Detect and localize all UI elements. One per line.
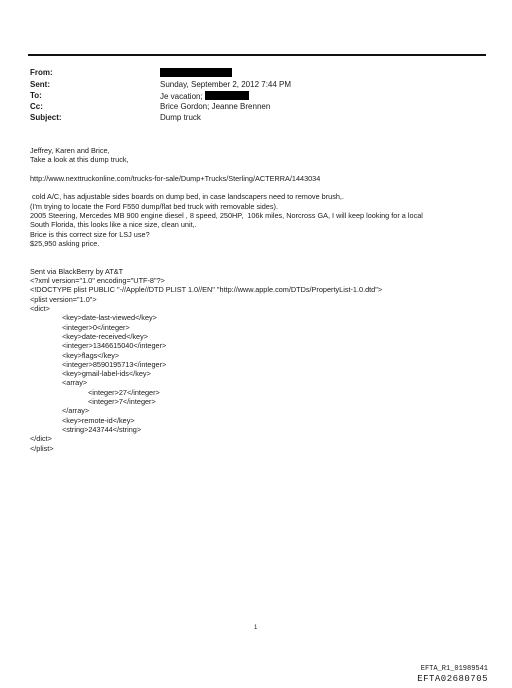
body-line-3: 2005 Steering, Mercedes MB 900 engine diesel , 8 speed, 250HP, 106k miles, Norcross GA, I will keep looking for a local [30, 211, 423, 221]
plist-line: <integer>27</integer> [88, 387, 160, 397]
plist-line: </array> [62, 406, 90, 416]
cc-label: Cc: [30, 102, 43, 111]
redaction-box [160, 68, 232, 77]
bates-stamp-large: EFTA02680705 [417, 674, 488, 684]
plist-line: <string>243744</string> [62, 424, 142, 434]
bates-stamp-small: EFTA_R1_01989541 [420, 665, 488, 673]
body-line-4: South Florida, this looks like a nice size, clean unit,. [30, 220, 197, 230]
plist-line: <array> [62, 378, 88, 388]
plist-line: <plist version="1.0"> [30, 294, 97, 304]
plist-line: <integer>0</integer> [62, 322, 130, 332]
subject-value: Dump truck [160, 113, 201, 122]
body-line-6: $25,950 asking price. [30, 238, 100, 248]
greeting: Jeffrey, Karen and Brice, [30, 146, 110, 155]
header-rule [28, 54, 486, 56]
plist-line: </dict> [30, 434, 52, 444]
plist-line: <?xml version="1.0" encoding="UTF-8"?> [30, 276, 165, 286]
signature: Sent via BlackBerry by AT&T [30, 266, 124, 276]
plist-line: <key>flags</key> [62, 350, 120, 360]
cc-value: Brice Gordon; Jeanne Brennen [160, 102, 271, 111]
truck-link[interactable]: http://www.nexttruckonline.com/trucks-for-sale/Dump+Trucks/Sterling/ACTERRA/1443034 [30, 173, 321, 183]
plist-block [30, 276, 490, 453]
plist-line: <integer>1346615040</integer> [62, 341, 167, 351]
redaction-box [205, 91, 249, 100]
page-number: 1 [254, 625, 258, 631]
sent-label: Sent: [30, 80, 50, 89]
plist-line: <key>remote-id</key> [62, 415, 135, 425]
from-value [160, 68, 232, 80]
to-label: To: [30, 91, 42, 100]
intro-line: Take a look at this dump truck, [30, 155, 129, 165]
plist-line: <!DOCTYPE plist PUBLIC "-//Apple//DTD PLIST 1.0//EN" "http://www.apple.com/DTDs/PropertyList-1.0.dtd"> [30, 285, 383, 295]
subject-label: Subject: [30, 113, 62, 122]
sent-value: Sunday, September 2, 2012 7:44 PM [160, 80, 292, 89]
email-body [30, 146, 490, 453]
body-line-2: (I'm trying to locate the Ford F550 dump/flat bed truck with removable sides). [30, 201, 278, 211]
to-text: Je vacation; [160, 92, 203, 101]
body-line-1: cold A/C, has adjustable sides boards on dump bed, in case landscapers need to remove brush,. [30, 192, 344, 202]
plist-line: <key>date-last-viewed</key> [62, 313, 157, 323]
plist-line: <key>date-received</key> [62, 331, 148, 341]
body-line-5: Brice is this correct size for LSJ use? [30, 229, 150, 239]
to-value [160, 91, 249, 103]
plist-line: <integer>8590195713</integer> [62, 359, 167, 369]
from-label: From: [30, 68, 53, 77]
plist-line: <key>gmail-label-ids</key> [62, 369, 151, 379]
plist-line: <dict> [30, 304, 50, 314]
plist-line: </plist> [30, 443, 54, 453]
plist-line: <integer>7</integer> [88, 397, 156, 407]
